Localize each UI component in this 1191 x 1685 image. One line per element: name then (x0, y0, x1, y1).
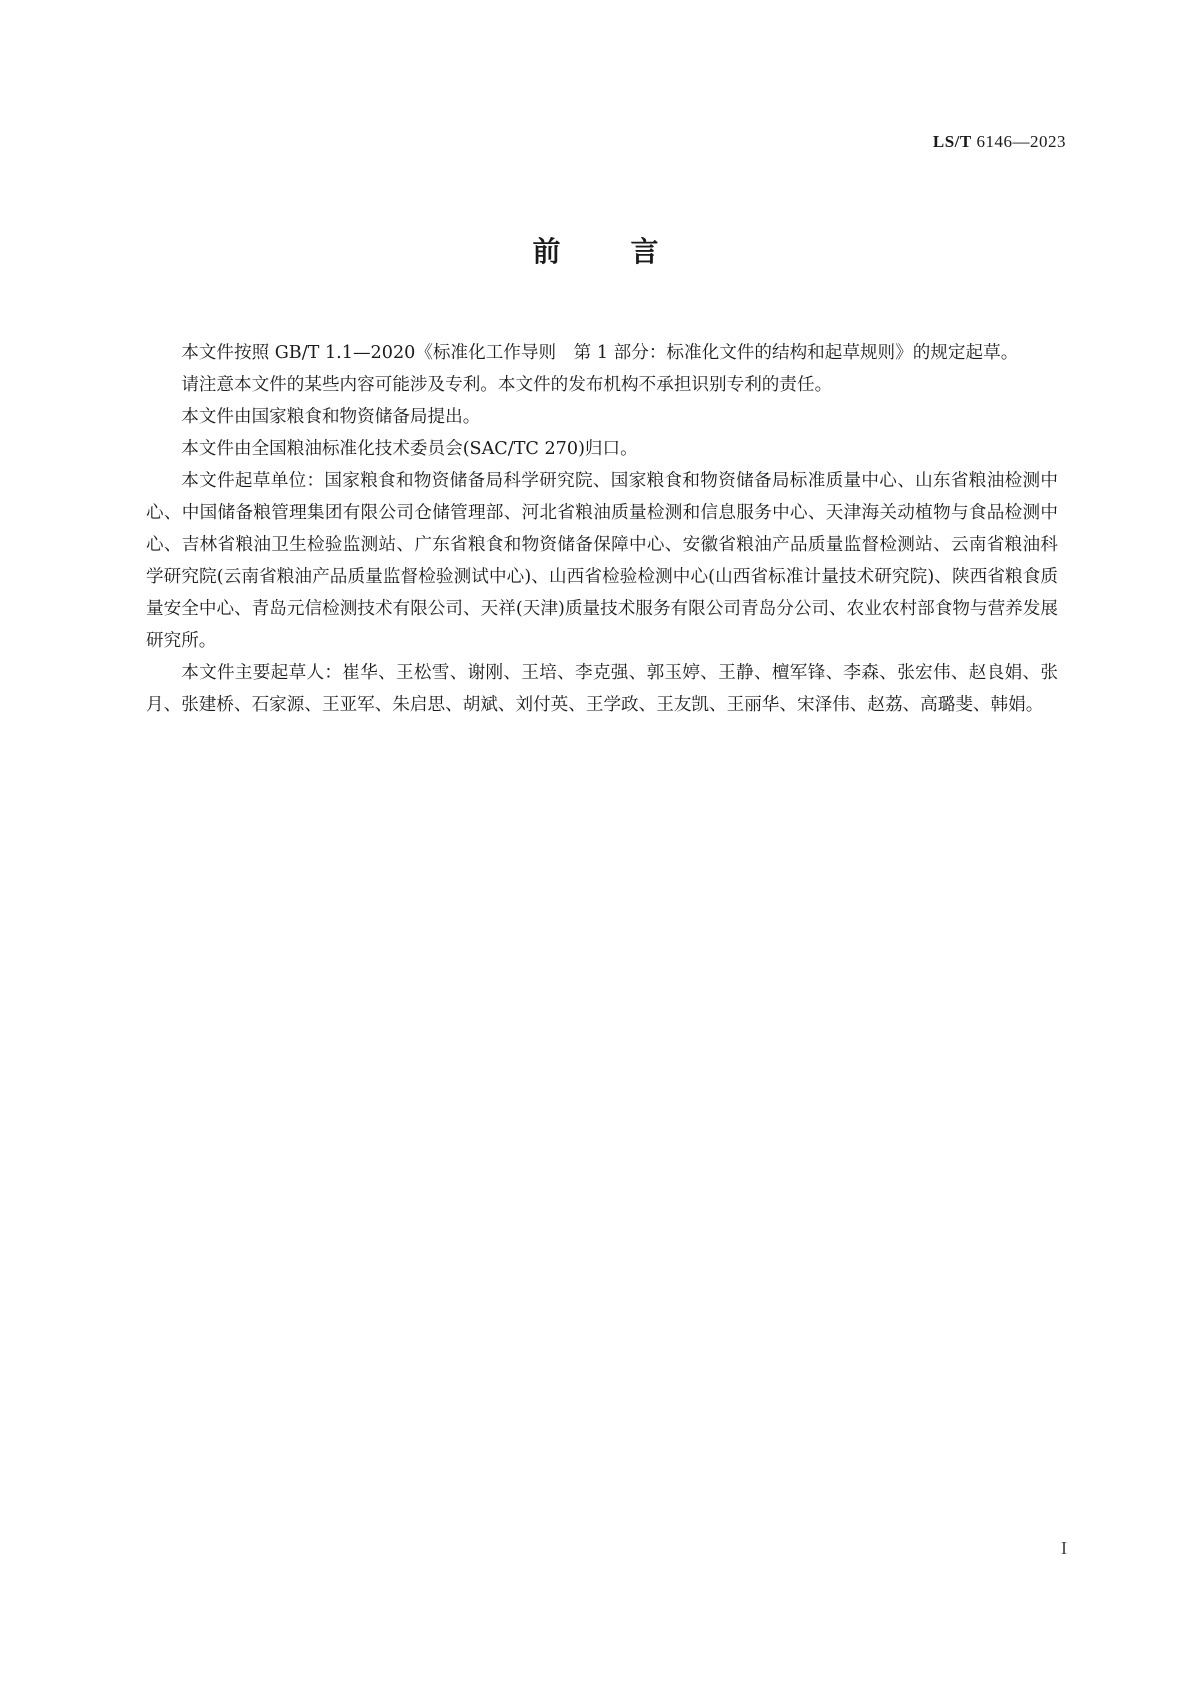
foreword-body (146, 337, 1058, 721)
title-char-1: 前 (532, 235, 561, 268)
paragraph-main-drafters: 本文件主要起草人：崔华、王松雪、谢刚、王培、李克强、郭玉婷、王静、檀军锋、李森、张宏伟、赵良娟、张月、张建桥、石家源、王亚军、朱启思、胡斌、刘付英、王学政、王友凯、王丽华、宋泽伟、赵荔、高璐斐、韩娟。 (146, 663, 1058, 715)
title-char-2: 言 (630, 235, 659, 268)
paragraph-proposed-by: 本文件由国家粮食和物资储备局提出。 (181, 407, 481, 427)
document-code-number: 6146—2023 (976, 132, 1066, 151)
paragraph-drafting-units: 本文件起草单位：国家粮食和物资储备局科学研究院、国家粮食和物资储备局标准质量中心、山东省粮油检测中心、中国储备粮管理集团有限公司仓储管理部、河北省粮油质量检测和信息服务中心、天津海关动植物与食品检测中心、吉林省粮油卫生检验监测站、广东省粮食和物资储备保障中心、安徽省粮油产品质量监督检测站、云南省粮油科学研究院(云南省粮油产品质量监督检验测试中心)、山西省检验检测中心(山西省标准计量技术研究院)、陕西省粮食质量安全中心、青岛元信检测技术有限公司、天祥(天津)质量技术服务有限公司青岛分公司、农业农村部食物与营养发展研究所。 (146, 471, 1058, 651)
document-code-prefix: LS/T (932, 132, 972, 151)
page-number: I (1061, 1538, 1067, 1558)
document-code (933, 132, 1066, 152)
section-title (0, 230, 1191, 270)
paragraph-drafting-rules: 本文件按照 GB/T 1.1—2020《标准化工作导则 第 1 部分：标准化文件的结构和起草规则》的规定起草。 (181, 343, 1019, 363)
paragraph-patent-notice: 请注意本文件的某些内容可能涉及专利。本文件的发布机构不承担识别专利的责任。 (181, 375, 833, 395)
paragraph-technical-committee: 本文件由全国粮油标准化技术委员会(SAC/TC 270)归口。 (181, 439, 638, 459)
